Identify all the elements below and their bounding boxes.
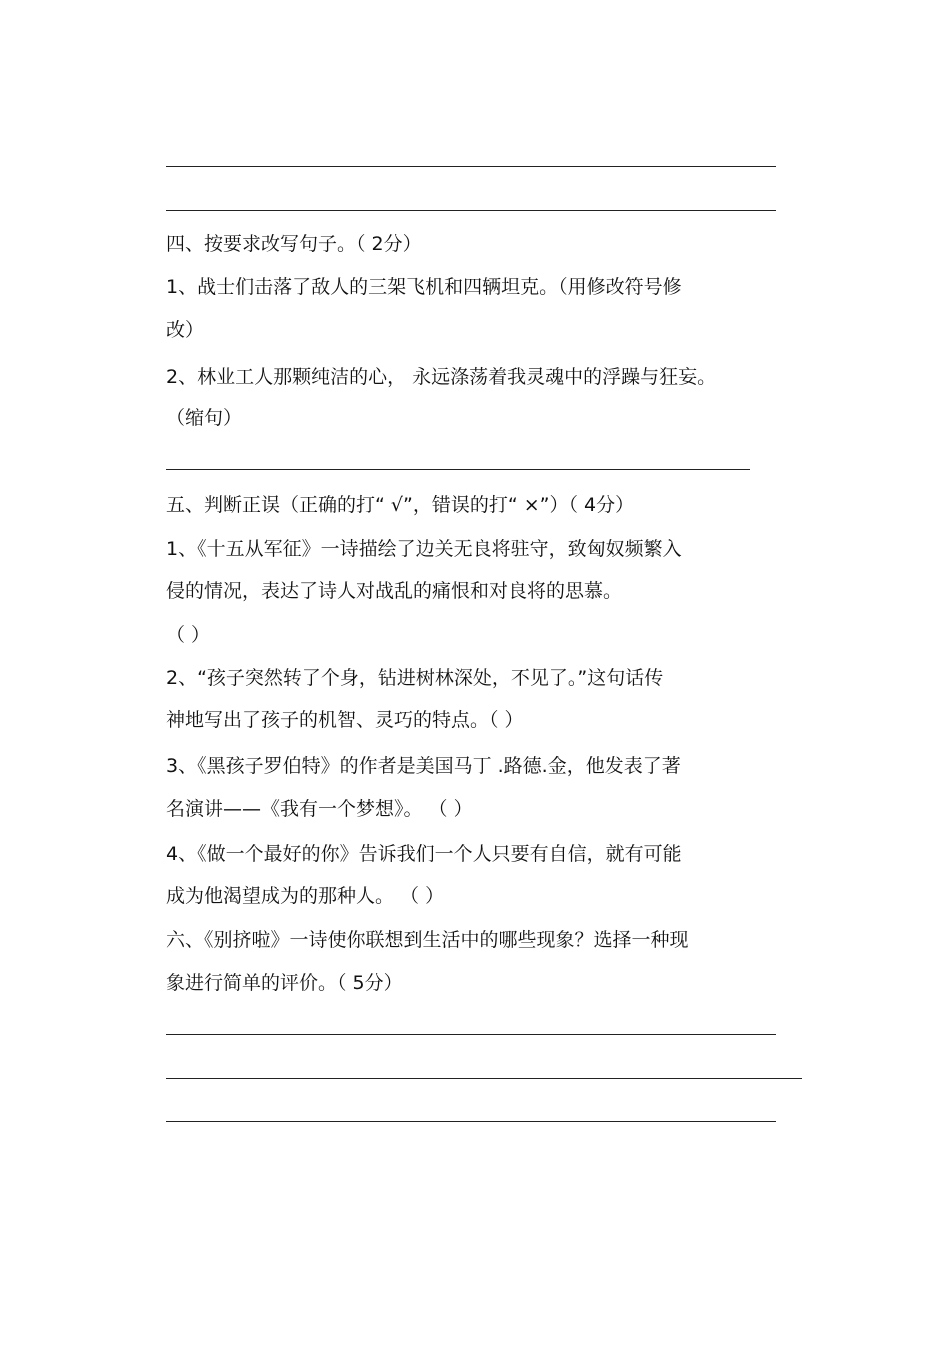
question-text: 3、《黑孩子罗伯特》的作者是美国马丁 .路德.金，他发表了著 [166, 755, 681, 777]
answer-line [166, 1078, 802, 1079]
question-text: （缩句） [166, 407, 243, 429]
answer-line [166, 1034, 776, 1035]
answer-line [166, 1121, 776, 1122]
question-text: 4、《做一个最好的你》告诉我们一个人只要有自信，就有可能 [166, 843, 682, 865]
question-text: 名演讲——《我有一个梦想》。 （ ） [166, 798, 473, 820]
section-heading: 六、《别挤啦》一诗使你联想到生活中的哪些现象？选择一种现 [166, 929, 689, 951]
section-heading: 四、按要求改写句子。（ 2分） [166, 233, 422, 255]
answer-line [166, 469, 750, 470]
question-text: 神地写出了孩子的机智、灵巧的特点。（ ） [166, 709, 524, 731]
answer-line [166, 166, 776, 167]
question-text: 2、“孩子突然转了个身，钻进树林深处，不见了。”这句话传 [166, 667, 664, 689]
answer-line [166, 210, 776, 211]
question-text: 2、林业工人那颗纯洁的心， 永远涤荡着我灵魂中的浮躁与狂妄。 [166, 366, 717, 388]
question-text: 侵的情况，表达了诗人对战乱的痛恨和对良将的思慕。 [166, 580, 623, 602]
question-text: 1、战士们击落了敌人的三架飞机和四辆坦克。（用修改符号修 [166, 276, 682, 298]
section-heading: 象进行简单的评价。（ 5分） [166, 972, 403, 994]
answer-bracket: （ ） [166, 624, 211, 646]
question-text: 1、《十五从军征》一诗描绘了边关无良将驻守，致匈奴频繁入 [166, 538, 682, 560]
question-text: 改） [166, 319, 205, 341]
question-text: 成为他渴望成为的那种人。 （ ） [166, 885, 445, 907]
section-heading: 五、判断正误（正确的打“ √”，错误的打“ ×”）（ 4分） [166, 494, 635, 516]
